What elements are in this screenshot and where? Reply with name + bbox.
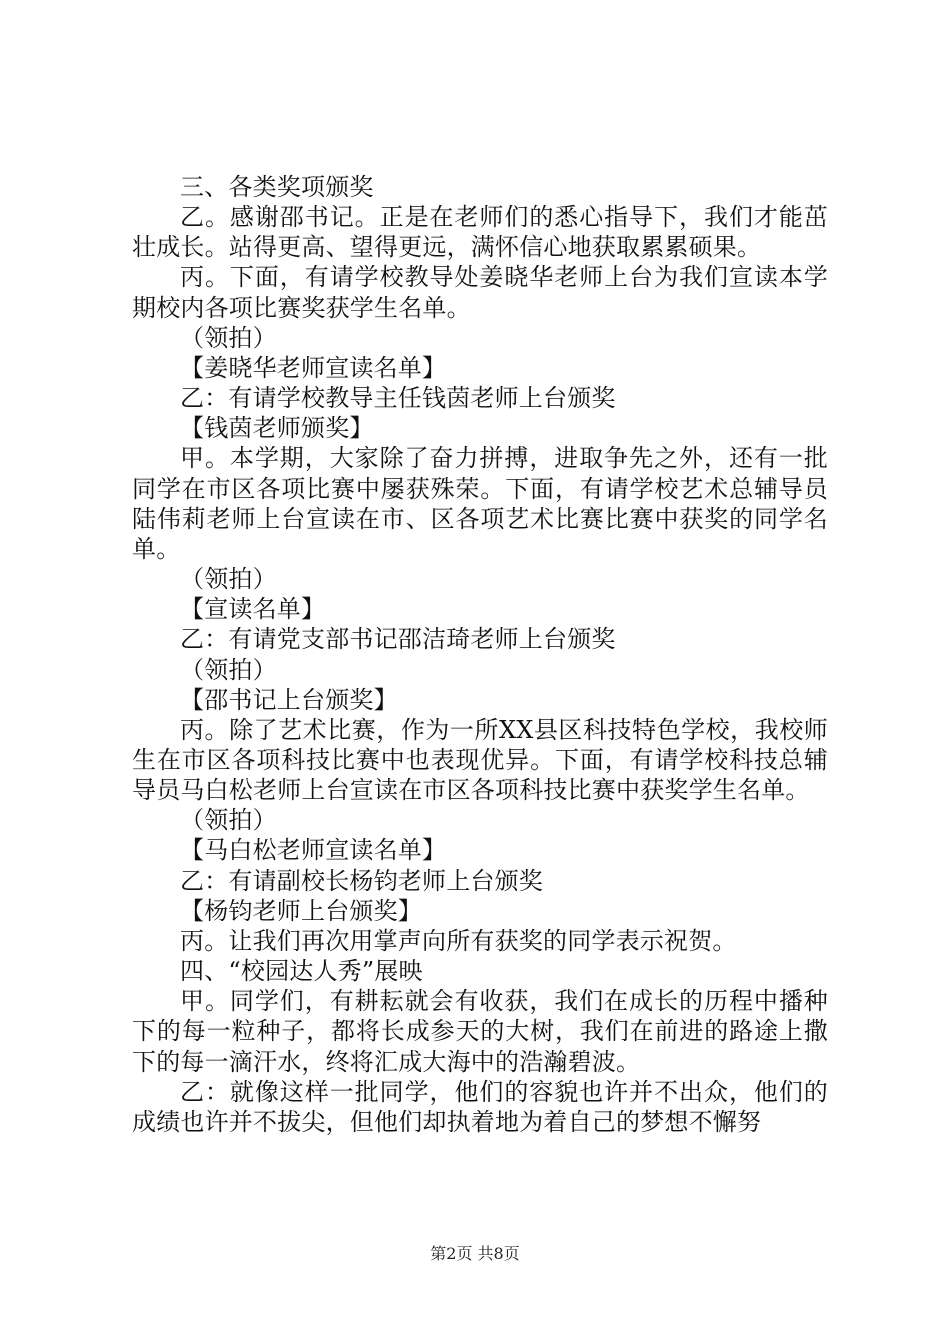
script-line: 乙：有请副校长杨钧老师上台颁奖 — [180, 866, 543, 895]
section-heading: 四、“校园达人秀”展映 — [180, 957, 423, 986]
script-line: 乙：有请党支部书记邵洁琦老师上台颁奖 — [180, 625, 616, 654]
stage-direction: 【马白松老师宣读名单】 — [180, 836, 447, 865]
script-line: 丙。让我们再次用掌声向所有获奖的同学表示祝贺。 — [180, 926, 737, 955]
section-heading: 三、各类奖项颁奖 — [180, 173, 374, 201]
script-line: 甲。同学们，有耕耘就会有收获，我们在成长的历程中播种下的每一粒种子，都将长成参天的大树，我们在前进的路途上撒下的每一滴汗水，终将汇成大海中的浩瀚碧波。 — [132, 987, 828, 1076]
script-line: 丙。除了艺术比赛，作为一所XX县区科技特色学校，我校师生在市区各项科技比赛中也表现优异。下面，有请学校科技总辅导员马白松老师上台宣读在市区各项科技比赛中获奖学生名单。 — [132, 715, 828, 805]
script-line: 甲。本学期，大家除了奋力拼搏，进取争先之外，还有一批同学在市区各项比赛中屡获殊荣。下面，有请学校艺术总辅导员陆伟莉老师上台宣读在市、区各项艺术比赛比赛中获奖的同学名单。 — [132, 444, 828, 563]
stage-direction: 【宣读名单】 — [180, 595, 326, 624]
script-line: 乙：有请学校教导主任钱茵老师上台颁奖 — [180, 384, 616, 413]
stage-direction: （领拍） — [180, 806, 277, 835]
script-line: 乙：就像这样一批同学，他们的容貌也许并不出众，他们的成绩也许并不拔尖，但他们却执着地为着自己的梦想不懈努 — [132, 1077, 828, 1136]
script-line: 乙。感谢邵书记。正是在老师们的悉心指导下，我们才能茁壮成长。站得更高、望得更远，满怀信心地获取累累硕果。 — [132, 203, 828, 262]
page-number-footer: 第2页 共8页 — [430, 1244, 520, 1263]
script-line: 丙。下面，有请学校教导处姜晓华老师上台为我们宣读本学期校内各项比赛奖获学生名单。 — [132, 263, 828, 322]
stage-direction: （领拍） — [180, 323, 277, 352]
stage-direction: 【杨钧老师上台颁奖】 — [180, 896, 422, 925]
stage-direction: （领拍） — [180, 565, 277, 594]
stage-direction: 【姜晓华老师宣读名单】 — [180, 353, 447, 382]
document-body — [132, 172, 828, 1137]
stage-direction: 【钱茵老师颁奖】 — [180, 414, 374, 443]
stage-direction: 【邵书记上台颁奖】 — [180, 685, 398, 714]
stage-direction: （领拍） — [180, 655, 277, 684]
